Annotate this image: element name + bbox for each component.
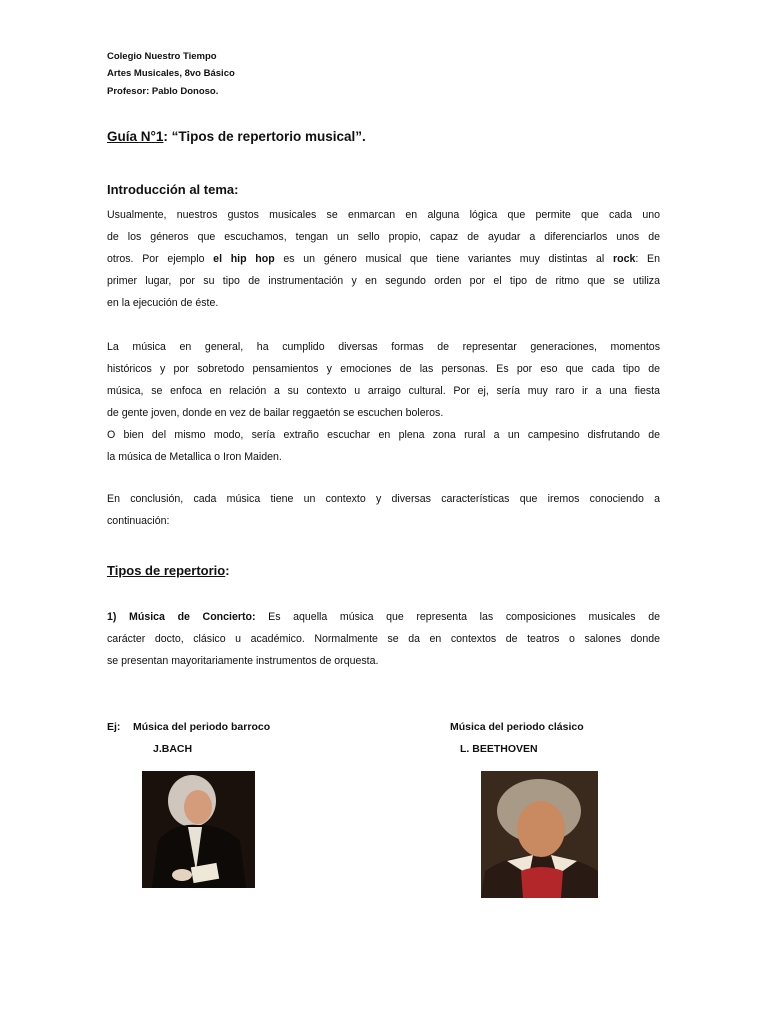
- intro-heading: Introducción al tema:: [107, 182, 239, 197]
- text-span: : En: [635, 253, 660, 265]
- intro-paragraph-3: [107, 488, 660, 532]
- text-line: primer lugar, por su tipo de instrumentación y en segundo orden por el tipo de ritmo que se utiliza: [107, 275, 660, 287]
- text-line: de gente joven, donde en vez de bailar reggaetón se escuchen boleros.: [107, 407, 444, 419]
- bold-hip-hop: el hip hop: [213, 253, 275, 265]
- portrait-beethoven: [481, 771, 598, 898]
- example-classical-composer: L. BEETHOVEN: [460, 743, 538, 755]
- concert-music-paragraph: [107, 606, 660, 672]
- text-line: históricos y por sobretodo pensamientos y emociones de las personas. Es por eso que cada tipo de: [107, 363, 660, 375]
- intro-paragraph-2: [107, 336, 660, 468]
- portrait-bach: [142, 771, 255, 888]
- example-baroque-composer: J.BACH: [153, 743, 193, 755]
- text-line: [107, 248, 660, 270]
- example-classical-period: Música del periodo clásico: [450, 721, 584, 733]
- text-line: la música de Metallica o Iron Maiden.: [107, 451, 282, 463]
- types-heading: [107, 563, 230, 578]
- example-baroque-period: Música del periodo barroco: [133, 721, 271, 733]
- guide-title: : “Tipos de repertorio musical”.: [163, 129, 366, 144]
- page-title: [107, 129, 366, 144]
- teacher-name: Profesor: Pablo Donoso.: [107, 86, 219, 97]
- text-line: [107, 606, 660, 628]
- text-span: es un género musical que tiene variantes muy distintas al: [274, 253, 613, 265]
- text-line: O bien del mismo modo, sería extraño escuchar en plena zona rural a un campesino disfrutando de: [107, 429, 660, 441]
- types-heading-colon: :: [225, 563, 230, 578]
- text-span: Es aquella música que representa las composiciones musicales de: [255, 611, 661, 623]
- intro-paragraph-1: [107, 204, 660, 314]
- text-line: Usualmente, nuestros gustos musicales se enmarcan en alguna lógica que permite que cada uno: [107, 209, 660, 221]
- text-line: se presentan mayoritariamente instrumentos de orquesta.: [107, 655, 379, 667]
- course-name: Artes Musicales, 8vo Básico: [107, 68, 235, 79]
- text-line: de los géneros que escuchamos, tengan un sello propio, capaz de ayudar a diferenciarlos unos de: [107, 231, 660, 243]
- text-line: música, se enfoca en relación a su contexto u arraigo cultural. Por ej, sería muy raro ir a una fiesta: [107, 385, 660, 397]
- text-line: carácter docto, clásico u académico. Normalmente se da en contextos de teatros o salones donde: [107, 633, 660, 645]
- bach-portrait-image: [142, 771, 255, 888]
- concert-music-label: 1) Música de Concierto:: [107, 611, 256, 623]
- bold-rock: rock: [612, 253, 636, 265]
- example-prefix: Ej:: [107, 721, 121, 733]
- text-line: La música en general, ha cumplido diversas formas de representar generaciones, momentos: [107, 341, 660, 353]
- text-line: en la ejecución de éste.: [107, 297, 219, 309]
- guide-number: Guía N°1: [107, 129, 164, 144]
- beethoven-portrait-image: [481, 771, 598, 898]
- types-heading-text: Tipos de repertorio: [107, 563, 226, 578]
- text-line: continuación:: [107, 515, 170, 527]
- text-span: otros. Por ejemplo: [107, 253, 214, 265]
- text-line: En conclusión, cada música tiene un contexto y diversas características que iremos conociendo a: [107, 493, 660, 505]
- school-name: Colegio Nuestro Tiempo: [107, 51, 217, 62]
